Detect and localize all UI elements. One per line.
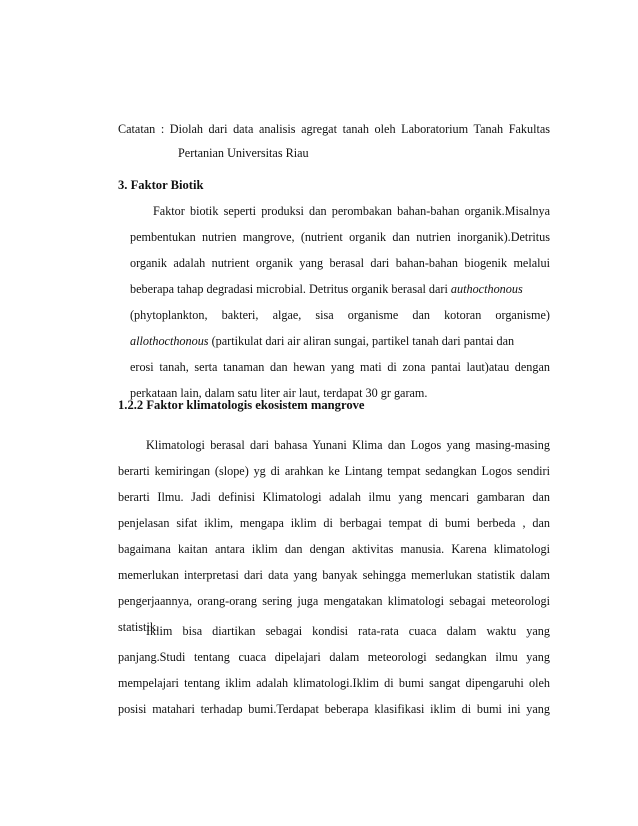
text-line: Iklim bisa diartikan sebagai kondisi rata-rata cuaca dalam waktu yang xyxy=(146,624,550,638)
italic-term: authocthonous xyxy=(450,282,523,296)
source-note-line-2: Pertanian Universitas Riau xyxy=(178,146,309,160)
source-note-line-1: Catatan : Diolah dari data analisis agregat tanah oleh Laboratorium Tanah Fakultas xyxy=(118,122,550,136)
text-line: organik adalah nutrient organik yang berasal dari bahan-bahan biogenik melalui xyxy=(130,256,550,270)
text-line-with-italic xyxy=(130,328,550,354)
paragraph-faktor-biotik xyxy=(130,198,550,406)
text-segment: beberapa tahap degradasi microbial. Detritus organik berasal dari xyxy=(130,282,448,296)
text-segment: (partikulat dari air aliran sungai, partikel tanah dari pantai dan xyxy=(211,334,515,348)
text-line: perkataan lain, dalam satu liter air laut, terdapat 30 gr garam. xyxy=(130,386,428,400)
text-line: mempelajari tentang iklim adalah klimatologi.Iklim di bumi sangat dipengaruhi oleh xyxy=(118,676,550,690)
text-line: statistik. xyxy=(118,620,159,634)
text-line: Klimatologi berasal dari bahasa Yunani Klima dan Logos yang masing-masing xyxy=(146,438,550,452)
text-line: pengerjaannya, orang-orang sering juga mengatakan klimatologi sebagai meteorologi xyxy=(118,594,550,608)
text-line: erosi tanah, serta tanaman dan hewan yang mati di zona pantai laut)atau dengan xyxy=(130,360,550,374)
text-line: berarti kemiringan (slope) yg di arahkan ke Lintang tempat sedangkan Logos sendiri xyxy=(118,464,550,478)
paragraph-klimatologi xyxy=(118,432,550,640)
text-line: pembentukan nutrien mangrove, (nutrient organik dan nutrien inorganik).Detritus xyxy=(130,230,550,244)
text-line: bagaimana kaitan antara iklim dan dengan aktivitas manusia. Karena klimatologi xyxy=(118,542,550,556)
text-line: (phytoplankton, bakteri, algae, sisa organisme dan kotoran organisme) xyxy=(130,308,550,322)
text-line-with-italic xyxy=(130,276,550,302)
text-line: Faktor biotik seperti produksi dan perombakan bahan-bahan organik.Misalnya xyxy=(153,204,550,218)
text-line: posisi matahari terhadap bumi.Terdapat beberapa klasifikasi iklim di bumi ini yang xyxy=(118,702,550,716)
section-heading-faktor-klimatologis: 1.2.2 Faktor klimatologis ekosistem mangrove xyxy=(118,398,365,412)
text-line: berarti Ilmu. Jadi definisi Klimatologi adalah ilmu yang mencari gambaran dan xyxy=(118,490,550,504)
text-line: memerlukan interpretasi dari data yang banyak sehingga memerlukan statistik dalam xyxy=(118,568,550,582)
paragraph-iklim xyxy=(118,618,550,722)
source-note xyxy=(118,117,550,165)
text-line: penjelasan sifat iklim, mengapa iklim di berbagai tempat di bumi berbeda , dan xyxy=(118,516,550,530)
text-line: panjang.Studi tentang cuaca dipelajari dalam meteorologi sedangkan ilmu yang xyxy=(118,650,550,664)
section-heading-faktor-biotik: 3. Faktor Biotik xyxy=(118,178,204,192)
italic-term: allothocthonous xyxy=(130,334,209,348)
